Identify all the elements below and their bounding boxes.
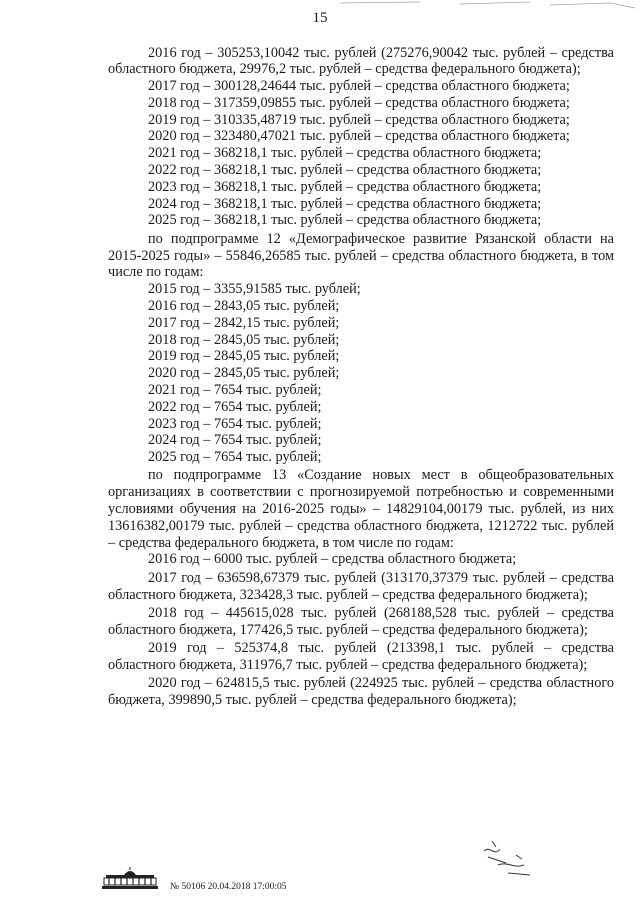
paragraph: 2023 год – 368218,1 тыс. рублей – средства областного бюджета; [148,178,542,195]
paragraph: 2020 год – 2845,05 тыс. рублей; [148,365,340,382]
paragraph: 2016 год – 2843,05 тыс. рублей; [148,297,340,314]
paragraph: 2021 год – 368218,1 тыс. рублей – средства областного бюджета; [148,145,542,162]
paragraph: 2016 год – 305253,10042 тыс. рублей (275276,90042 тыс. рублей – средства областного бюджета, 29976,2 тыс. рублей – средства федерального бюджета); [108,44,614,78]
paragraph: 2018 год – 2845,05 тыс. рублей; [148,331,340,348]
government-building-logo-icon [100,866,160,890]
page-number: 15 [312,10,328,26]
paragraph: 2016 год – 6000 тыс. рублей – средства областного бюджета; [148,551,517,568]
paragraph: 2019 год – 525374,8 тыс. рублей (213398,1 тыс. рублей – средства областного бюджета, 311976,7 тыс. рублей – средства федерального бюджета); [108,639,614,673]
paragraph: 2017 год – 2842,15 тыс. рублей; [148,314,340,331]
paragraph: 2017 год – 636598,67379 тыс. рублей (313170,37379 тыс. рублей – средства областного бюджета, 323428,3 тыс. рублей – средства федерального бюджета); [108,569,614,603]
paragraph: 2019 год – 310335,48719 тыс. рублей – средства областного бюджета; [148,111,570,128]
paragraph: 2023 год – 7654 тыс. рублей; [148,415,322,432]
paragraph: 2024 год – 7654 тыс. рублей; [148,432,322,449]
paragraph: 2017 год – 300128,24644 тыс. рублей – средства областного бюджета; [148,78,570,95]
registration-stamp: № 50106 20.04.2018 17:00:05 [170,882,287,892]
paragraph: по подпрограмме 13 «Создание новых мест в общеобразовательных организациях в соответствии с прогнозируемой потребностью и современными условиями обучения на 2016-2025 годы» – 14829104,00179 тыс. рублей, из них 13616382,00179 тыс. рублей – средства областного бюджета, 1212722 тыс. рублей – средства федерального бюджета, в том числе по годам: [108,467,614,551]
footer [100,866,286,890]
paragraph: 2024 год – 368218,1 тыс. рублей – средства областного бюджета; [148,195,542,212]
document-body [108,43,614,709]
paragraph: 2022 год – 368218,1 тыс. рублей – средства областного бюджета; [148,162,542,179]
paragraph: 2019 год – 2845,05 тыс. рублей; [148,348,340,365]
paragraph: 2025 год – 7654 тыс. рублей; [148,449,322,466]
paragraph: 2018 год – 317359,09855 тыс. рублей – средства областного бюджета; [148,94,570,111]
paragraph: 2020 год – 624815,5 тыс. рублей (224925 тыс. рублей – средства областного бюджета, 399890,5 тыс. рублей – средства федерального бюджета); [108,674,614,708]
paragraph: 2015 год – 3355,91585 тыс. рублей; [148,281,361,298]
paragraph: 2018 год – 445615,028 тыс. рублей (268188,528 тыс. рублей – средства областного бюджета, 177426,5 тыс. рублей – средства федерального бюджета); [108,604,614,638]
paragraph: 2020 год – 323480,47021 тыс. рублей – средства областного бюджета; [148,128,570,145]
paragraph: 2021 год – 7654 тыс. рублей; [148,381,322,398]
paragraph: по подпрограмме 12 «Демографическое развитие Рязанской области на 2015-2025 годы» – 55846,26585 тыс. рублей – средства областного бюджета, в том числе по годам: [108,230,614,281]
paragraph: 2025 год – 368218,1 тыс. рублей – средства областного бюджета; [148,212,542,229]
paragraph: 2022 год – 7654 тыс. рублей; [148,398,322,415]
signature-mark [478,835,538,880]
